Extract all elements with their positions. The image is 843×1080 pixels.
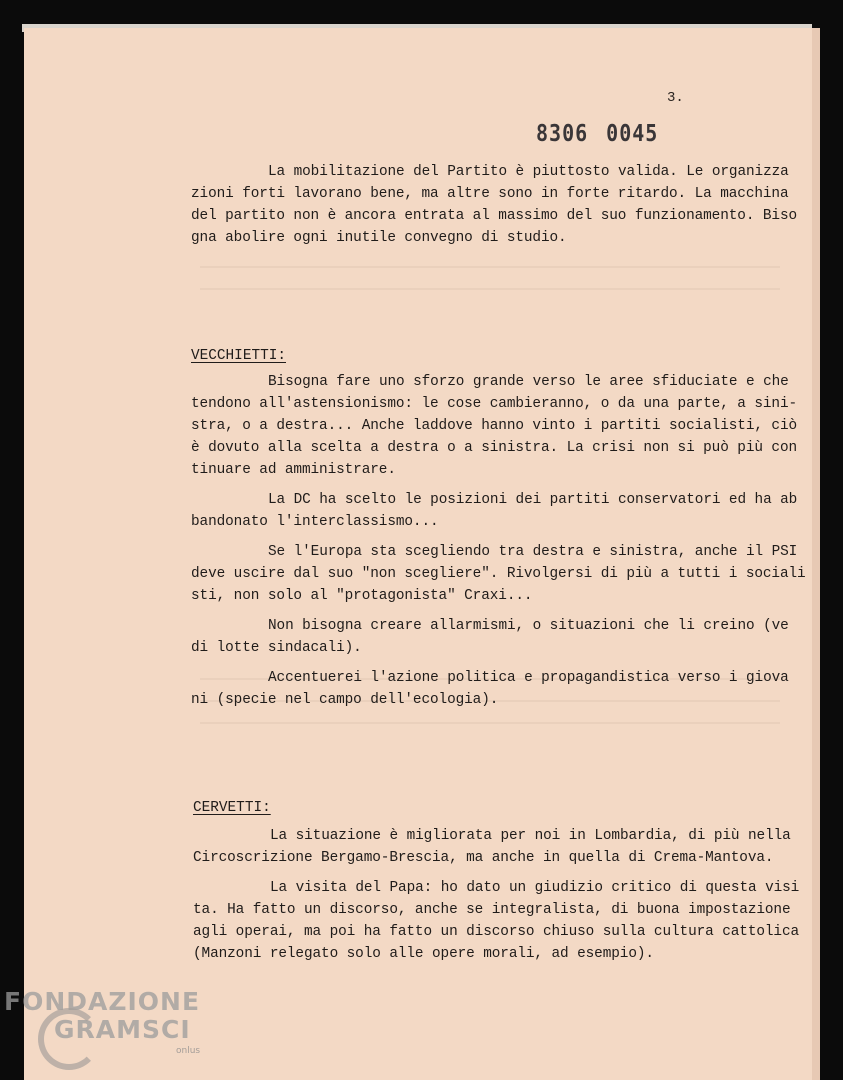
fondazione-gramsci-logo: [4, 987, 201, 1056]
intro-line: del partito non è ancora entrata al massimo del suo funzionamento. Biso: [191, 208, 798, 224]
page-shadow: [812, 28, 820, 1080]
speech-line: sti, non solo al "protagonista" Craxi...: [191, 588, 533, 604]
speaker-name: VECCHIETTI:: [191, 348, 286, 364]
speech-line: (Manzoni relegato solo alle opere morali, ad esempio).: [193, 946, 654, 962]
speech-line: è dovuto alla scelta a destra o a sinistra. La crisi non si può più con: [191, 440, 798, 456]
logo-g-ring-icon: [38, 1008, 100, 1070]
page-number: 3.: [667, 90, 684, 106]
speech-line: Non bisogna creare allarmismi, o situazioni che li creino (ve: [268, 618, 789, 634]
speech-line: La DC ha scelto le posizioni dei partiti conservatori ed ha ab: [268, 492, 798, 508]
archive-number: [536, 119, 658, 147]
speech-line: deve uscire dal suo "non scegliere". Rivolgersi di più a tutti i sociali: [191, 566, 806, 582]
speech-line: agli operai, ma poi ha fatto un discorso chiuso sulla cultura cattolica: [193, 924, 800, 940]
speech-line: Se l'Europa sta scegliendo tra destra e sinistra, anche il PSI: [268, 544, 798, 560]
bleed-through: [200, 258, 780, 298]
speech-line: ni (specie nel campo dell'ecologia).: [191, 692, 499, 708]
intro-line: zioni forti lavorano bene, ma altre sono in forte ritardo. La macchina: [191, 186, 789, 202]
intro-line: gna abolire ogni inutile convegno di studio.: [191, 230, 567, 246]
archive-number-part1: 8306: [536, 119, 589, 147]
speech-line: Bisogna fare uno sforzo grande verso le aree sfiduciate e che: [268, 374, 789, 390]
speech-line: Accentuerei l'azione politica e propagandistica verso i giova: [268, 670, 789, 686]
logo-line-2: GRAMSCI: [54, 1015, 191, 1044]
logo-line-3: onlus: [176, 1046, 201, 1056]
archive-number-part2: 0045: [606, 119, 659, 147]
speech-line: di lotte sindacali).: [191, 640, 362, 656]
speech-line: tendono all'astensionismo: le cose cambieranno, o da una parte, a sini-: [191, 396, 798, 412]
speaker-name: CERVETTI:: [193, 800, 271, 816]
logo-line-1: FONDAZIONE: [4, 987, 201, 1016]
speech-line: La visita del Papa: ho dato un giudizio critico di questa visi: [270, 880, 800, 896]
speech-line: ta. Ha fatto un discorso, anche se integralista, di buona impostazione: [193, 902, 791, 918]
speech-line: La situazione è migliorata per noi in Lombardia, di più nella: [270, 828, 791, 844]
speech-line: bandonato l'interclassismo...: [191, 514, 439, 530]
intro-line: La mobilitazione del Partito è piuttosto valida. Le organizza: [268, 164, 789, 180]
speech-line: stra, o a destra... Anche laddove hanno vinto i partiti socialisti, ciò: [191, 418, 798, 434]
speech-line: tinuare ad amministrare.: [191, 462, 396, 478]
speech-line: Circoscrizione Bergamo-Brescia, ma anche in quella di Crema-Mantova.: [193, 850, 774, 866]
